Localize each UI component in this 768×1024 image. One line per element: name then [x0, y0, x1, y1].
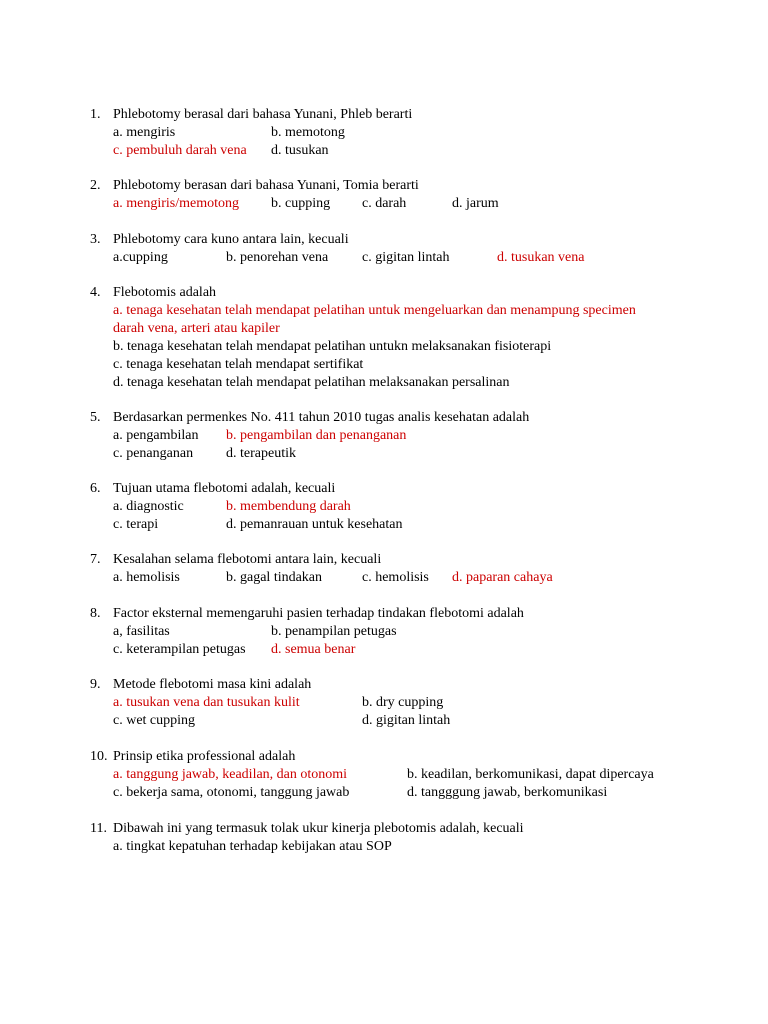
question-number: 3. [90, 232, 101, 247]
option-b: b. penampilan petugas [271, 624, 397, 639]
option-d: d. pemanrauan untuk kesehatan [226, 517, 403, 532]
question-number: 9. [90, 677, 101, 692]
option-a: a. diagnostic [113, 499, 184, 514]
option-a: a. mengiris [113, 125, 176, 140]
option-c: c. keterampilan petugas [113, 642, 246, 657]
option-c: c. bekerja sama, otonomi, tanggung jawab [113, 785, 350, 800]
question-text: Flebotomis adalah [113, 285, 217, 300]
question-number: 2. [90, 178, 101, 193]
option-c: c. wet cupping [113, 713, 196, 728]
option-b: b. dry cupping [362, 695, 444, 710]
question-text: Phlebotomy cara kuno antara lain, kecuali [113, 232, 349, 247]
question-text: Berdasarkan permenkes No. 411 tahun 2010 tugas analis kesehatan adalah [113, 410, 530, 425]
option-d: d. tusukan [271, 143, 329, 158]
option-b: b. keadilan, berkomunikasi, dapat dipercaya [407, 767, 654, 782]
option-a: a. hemolisis [113, 570, 180, 585]
option-b: b. cupping [271, 196, 331, 211]
question-text: Tujuan utama flebotomi adalah, kecuali [113, 481, 336, 496]
option-d-correct: d. semua benar [271, 642, 356, 657]
option-b: b. gagal tindakan [226, 570, 323, 585]
option-d: d. terapeutik [226, 446, 296, 461]
option-a: a.cupping [113, 250, 168, 265]
option-a-correct: a. tanggung jawab, keadilan, dan otonomi [113, 767, 348, 782]
option-b: b. tenaga kesehatan telah mendapat pelatihan untukn melaksanakan fisioterapi [113, 339, 552, 354]
option-a-correct: a. tenaga kesehatan telah mendapat pelatihan untuk mengeluarkan dan menampung specimen [113, 303, 636, 318]
option-b: b. penorehan vena [226, 250, 329, 265]
option-c: c. penanganan [113, 446, 194, 461]
question-text: Dibawah ini yang termasuk tolak ukur kinerja plebotomis adalah, kecuali [113, 821, 524, 836]
question-number: 6. [90, 481, 101, 496]
question-number: 7. [90, 552, 101, 567]
option-c: c. darah [362, 196, 407, 211]
option-d: d. jarum [452, 196, 499, 211]
option-b-correct: b. pengambilan dan penanganan [226, 428, 407, 443]
question-number: 10. [90, 749, 108, 764]
option-b-correct: b. membendung darah [226, 499, 351, 514]
question-text: Kesalahan selama flebotomi antara lain, kecuali [113, 552, 382, 567]
question-text: Factor eksternal memengaruhi pasien terhadap tindakan flebotomi adalah [113, 606, 524, 621]
option-c-correct: c. pembuluh darah vena [113, 143, 247, 158]
option-a-correct-continued: darah vena, arteri atau kapiler [113, 321, 280, 336]
option-a: a. tingkat kepatuhan terhadap kebijakan atau SOP [113, 839, 392, 854]
option-a-correct: a. tusukan vena dan tusukan kulit [113, 695, 300, 710]
option-a: a. pengambilan [113, 428, 199, 443]
question-text: Metode flebotomi masa kini adalah [113, 677, 312, 692]
option-d: d. gigitan lintah [362, 713, 451, 728]
question-number: 4. [90, 285, 101, 300]
question-number: 1. [90, 107, 101, 122]
option-d-correct: d. tusukan vena [497, 250, 585, 265]
option-c: c. tenaga kesehatan telah mendapat sertifikat [113, 357, 364, 372]
option-d-correct: d. paparan cahaya [452, 570, 553, 585]
option-c: c. hemolisis [362, 570, 429, 585]
option-a-correct: a. mengiris/memotong [113, 196, 239, 211]
question-number: 5. [90, 410, 101, 425]
question-number: 8. [90, 606, 101, 621]
option-b: b. memotong [271, 125, 345, 140]
question-text: Prinsip etika professional adalah [113, 749, 296, 764]
option-c: c. gigitan lintah [362, 250, 450, 265]
question-number: 11. [90, 821, 107, 836]
question-text: Phlebotomy berasan dari bahasa Yunani, Tomia berarti [113, 178, 419, 193]
question-text: Phlebotomy berasal dari bahasa Yunani, Phleb berarti [113, 107, 413, 122]
option-d: d. tenaga kesehatan telah mendapat pelatihan melaksanakan persalinan [113, 375, 510, 390]
option-a: a, fasilitas [113, 624, 170, 639]
option-c: c. terapi [113, 517, 159, 532]
option-d: d. tangggung jawab, berkomunikasi [407, 785, 608, 800]
